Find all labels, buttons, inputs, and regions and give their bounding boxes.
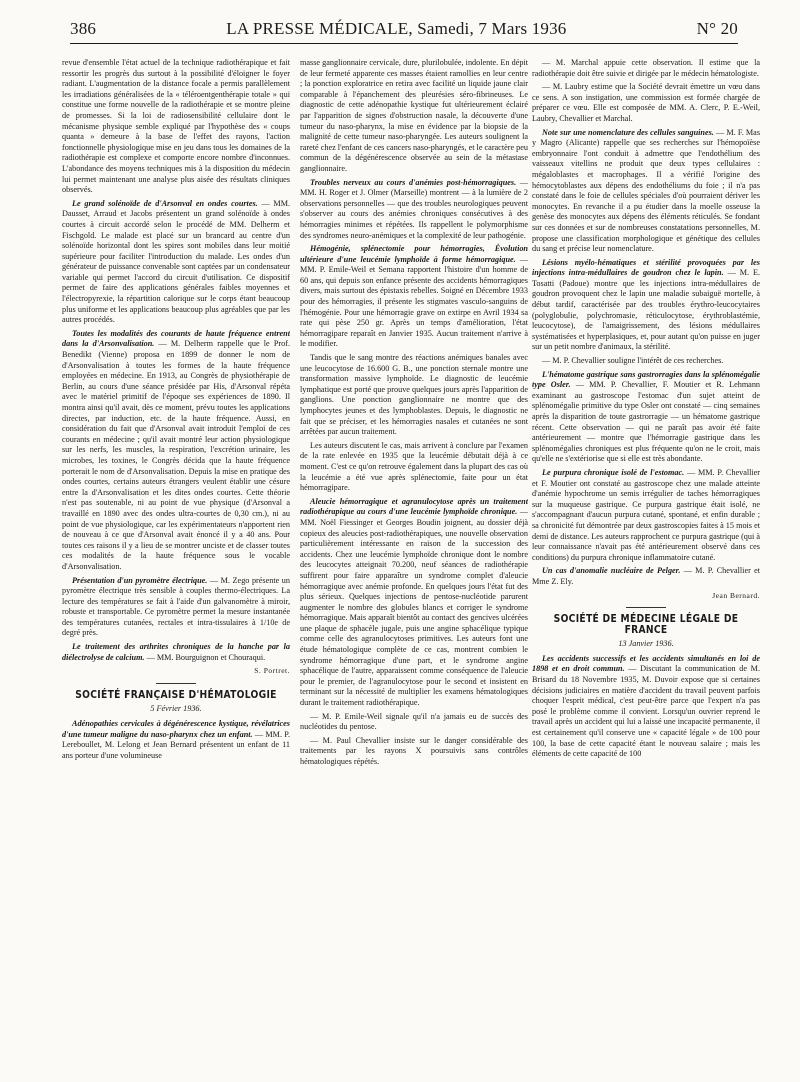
article-text: — MM. H. Roger et J. Olmer (Marseille) montrent — à la lumière de 2 observations personnelles — que des troubles neurologiques peuvent s'observer au cours des anémies chroniques consécutives à des hémorragies minimes et répétées. Ils rappellent le polymorphisme des syndromes neuro-anémiques et la complexité de leur pathogénie. <box>300 177 528 240</box>
article-text: — M. F. Mas y Magro (Alicante) rappelle que ses recherches sur l'hémopoïèse embryonnaire l'ont conduit à admettre que l'endothélium des vaisseaux vitellins ne produit que deux types cellulaires : mégaloblastes et macrophages. Il a vérifié l'origine des hémocytoblastes aux dépens des endothéliums du foie ; il n'a pas constaté dans le foie de cellules spéciales d'où pourraient dériver les monocytes. En revanche il a pu étudier dans la moelle osseuse la genèse des monocytes aux dépens des éléments réticulés. Se fondant sur ces données et sur de nombreuses constatations personnelles, M. propose une classification morphologique et génétique des cellules du sang et précise leur nomenclature. <box>532 127 760 254</box>
issue-number: N° 20 <box>696 19 738 38</box>
article-heading: Les accidents successifs et les accidents simultanés en loi de 1898 et en droit commun. <box>532 653 760 674</box>
article-heading: Aleucie hémorragique et agranulocytose après un traitement radiothérapique au cours d'une leucémie lymphoïde chronique. <box>300 496 528 517</box>
article-heading: Présentation d'un pyromètre électrique. <box>72 575 208 585</box>
paragraph <box>62 719 290 761</box>
paragraph: — M. Laubry estime que la Société devrait émettre un vœu dans ce sens. A son instigation, une commission est formée chargée de préparer ce vœu. Elle est composée de MM. A. Clerc, P. E.-Weil, Laubry, Chevallier et Marchal. <box>532 82 760 123</box>
article-heading: Toutes les modalités des courants de haute fréquence entrent dans la d'Arsonvalisation. <box>62 328 290 349</box>
session-date: 5 Février 1936. <box>150 704 202 714</box>
article-text: — M. Zego présente un pyromètre électrique très sensible à couples thermo-électriques. La lecture des températures se fait à l'aide d'un galvanomètre à miroir, robuste et transportable. Ce pyromètre permet la mesure instantanée des températures cutanées, rectales et intra-tissulaires à 1/10e de degré près. <box>62 575 290 638</box>
paragraph <box>62 199 290 326</box>
paragraph: Tandis que le sang montre des réactions anémiques banales avec une leucocytose de 16.600 G. B., une ponction sternale montre une transformation massive lymphoïde. Le diagnostic de leucémie lymphatique est porté que prouve quelques jours après l'apparition de ganglions. Une ponction ganglionnaire ne montre que des lymphocytes jeunes et des lymphoblastes. Depuis, le diagnostic ne fait que se préciser, et les hémorragies nasales et cutanées ne sont arrêtées par aucun traitement. <box>300 353 528 437</box>
section-divider <box>156 683 196 684</box>
society-title: SOCIÉTÉ DE MÉDECINE LÉGALE DE FRANCE <box>553 614 739 636</box>
paragraph: — M. Marchal appuie cette observation. Il estime que la radiothérapie doit être suivie et dirigée par le médecin hématologiste. <box>532 58 760 78</box>
page-header <box>70 19 738 44</box>
article-heading: Lésions myélo-hématiques et stérilité provoquées par les injections intra-médullaires de goudron chez le lapin. <box>532 257 760 278</box>
paragraph: — M. P. Chevallier souligne l'intérêt de ces recherches. <box>542 356 724 366</box>
article-heading: Note sur une nomenclature des cellules sanguines. <box>542 127 714 137</box>
article-heading: Adénopathies cervicales à dégénérescence kystique, révélatrices d'une tumeur maligne du naso-pharynx chez un enfant. <box>62 719 290 739</box>
article-text: — MM. P. Chevallier et F. Moutier ont constaté au gastroscope chez une malade atteinte d'anémie hypochrome un semis irrégulier de taches hémorragiques sur la muqueuse gastrique. Ce purpura gastrique était isolé, ne s'accompagnant d'aucun purpura cutané, spontané, et enfin durable ; sa chronicité fut démontrée par deux gastroscopies faites à 15 mois et demi de distance. Les auteurs rapprochent ce purpura gastrique (qui à leur connaissance n'avait pas été antérieurement observé dans ces conditions) du purpura chronique inflammatoire cutané. <box>532 467 760 562</box>
paragraph: — M. Paul Chevallier insiste sur le danger considérable des traitements par les rayons X poursuivis sans contrôles hématologiques répétés. <box>300 735 528 766</box>
paragraph: — M. P. Emile-Weil signale qu'il n'a jamais eu de succès des nucléotides du pentose. <box>300 711 528 732</box>
session-date: 13 Janvier 1936. <box>618 639 674 649</box>
article-text: — MM. P. Lereboullet, M. Lelong et Jean Bernard présentent un enfant de 11 ans porteur d'une volumineuse <box>62 729 290 760</box>
article-heading: Le purpura chronique isolé de l'estomac. <box>542 467 685 477</box>
paragraph <box>300 497 528 709</box>
society-title: SOCIÉTÉ FRANÇAISE D'HÉMATOLOGIE <box>75 689 277 701</box>
article-heading: L'hématome gastrique sans gastrorragies dans la splénomégalie type Osler. <box>532 369 760 390</box>
article-text: — M. Delherm rappelle que le Prof. Benedikt (Vienne) proposa en 1899 de donner le nom de d'Arsonvalisation à toutes les formes de la haute fréquence employées en médecine. En 1913, au Congrès de physiothérapie de Berlin, au cours d'une séance présidée par His, d'Arsonval répéta avec le matériel primitif de l'époque ses expériences de 1890. Il montra ainsi qu'il avait, dès ce moment, prévu toutes les applications directes, par induction, etc. de la haute fréquence. Aussi, en considération du fait que d'Arsonval avait introduit l'emploi de ces courants en médecine ; qu'il avait montré leur action physiologique sur les nerfs, les muscles, la respiration, l'excrétion urinaire, les microbes, les toxines, le Congrès décida que la haute fréquence porterait le nom de d'Arsonvalisation. Depuis la mise en pratique des ondes courtes, certains auteurs étrangers veulent établir une césure entre la d'Arsonvalisation et les dites ondes courtes. Cette théorie n'est pas soutenable, ni au point de vue physique (d'Arsonval a travaillé en 1890 avec des ondes ultra-courtes de 0,30 cm.), ni au point de vue physiologique, car les expérimentateurs n'apportent rien de nouveau à ce que d'Arsonval avait énoncé il y a 40 ans. Pour toutes ces raisons il y a lieu de se montrer unciste et de classer toutes ces modalités de la haute fréquence sous le vocable d'Arsonvalisation. <box>62 339 290 571</box>
column-3 <box>532 58 760 1068</box>
article-text: — MM. Bourguignon et Chouraqui. <box>146 652 266 662</box>
article-text: — MM. Dausset, Arraud et Jacobs présentent un grand solénoïde à ondes courtes à circuit accordé selon le procédé de MM. Delherm et Fischgold. Le malade est placé sur un brancard au centre d'un solénoïde horizontal dont les spires sont mobiles dans leur moitié supérieure pour faciliter l'introduction du malade. Les ondes d'un générateur de puissance convenable sont captées par un condensateur variable qui permet l'accord du circuit d'utilisation. Ce dispositif permet de faire des applications générales faibles moyennes et l'électropyrexie, la répartition calorique sur le corps étant beaucoup plus uniforme et les applications beaucoup plus agréables que par les autres procédés. <box>62 198 290 325</box>
article-heading: Le grand solénoïde de d'Arsonval en ondes courtes. <box>72 198 258 208</box>
paragraph <box>532 258 760 353</box>
paragraph: masse ganglionnaire cervicale, dure, plurilobulée, indolente. En dépit de leur fermeté apparente ces masses étaient ramollies en leur centre ; la ponction exploratrice en retira avec facilité un liquide jaune clair comparable à l'épanchement des pleurésies séro-fibrineuses. Le diagnostic de cette adénopathie kystique fut ultérieurement éclairé par l'apparition de signes d'obstruction nasale, la découverte d'une tumeur du naso-pharynx, la mise en évidence par la biopsie de la malignité de cette tumeur naso-pharyngée. Les auteurs soulignent la rareté chez l'enfant de ces cancers naso-pharyngés, et le caractère peu commun de la dégénérescence observée au sein de la métastase ganglionnaire. <box>300 58 528 173</box>
column-1 <box>62 58 290 1068</box>
paragraph: revue d'ensemble l'état actuel de la technique radiothérapique et fait ressortir les progrès dus surtout à la possibilité d'éloigner le foyer radiant. L'augmentation de la distance focale a permis parallèlement les irradiations généralisées de la « téléroentgenthérapie totale » qui constitue une forme nouvelle de la radiothérapie et se montre pleine de promesses. Si la loi de radiosensibilité cellulaire dont le mécanisme physique semble expliqué par l'hypothèse des « coups quanta » demeure à la base de l'effet des rayons, l'action fonctionnelle physiologique mise en jeu dans tous les domaines de la radiothérapie est complexe et comporte encore nombre d'inconnues. L'abondance des moyens techniques mis à la disposition du médecin lui permet maintenant une analyse plus aisée des résultats cliniques observés. <box>62 58 290 195</box>
page-number: 386 <box>70 19 97 38</box>
paragraph <box>62 642 290 663</box>
paragraph <box>532 654 760 760</box>
paragraph <box>532 370 760 465</box>
author-signature: S. Portret. <box>254 666 290 676</box>
paragraph <box>532 566 760 587</box>
article-text: — M. P. Chevallier et Mme Z. Ely. <box>532 566 760 586</box>
paragraph: Les auteurs discutent le cas, mais arrivent à conclure par l'examen de la rate enlevée en 1935 que la leucémie débutait déjà à ce moment. C'est ce qu'on retrouve également dans la plupart des cas où la leucémie a été vue après splénectomie, faite pour un état hémorragipare. <box>300 440 528 493</box>
journal-title: LA PRESSE MÉDICALE, Samedi, 7 Mars 1936 <box>226 19 567 38</box>
article-heading: Un cas d'anomalie nucléaire de Pelger. <box>542 566 681 576</box>
article-text: — MM. Noël Fiessinger et Georges Boudin joignent, au dossier déjà copieux des aleucies post-radiothérapiques, une nouvelle observation particulièrement intéressante en raison de la succession des accidents. Chez une leucémie lymphoïde chronique dont le nombre des leucocytes atteignait 70.200, neuf séances de radiothérapie suffirent pour faire apparaître un syndrome complet d'aleucie hémorragique avec anémie profonde. En quelques jours l'état fut des plus sérieux. Quelques injections de pentose-nucléotide parurent augmenter le nombre des globules blancs et corriger le syndrome hémorragique. Mais apparaît bientôt au contact des gencives ulcérées une plaque de sphacèle jugale, puis une angine sphacélique typique comme celle des agranulocytoses primitives. Les auteurs font une étude hématologique complète de ce cas, montrent combien le syndrome hémorragique d'une part, et le syndrome angine sphacélique de l'autre, apparaissent comme conséquence de l'aleucie pour le premier, de l'agranulocytose pour le second et insistent en terminant sur la nécessité de multiplier les examens hématologiques durant le traitement radiothérapique. <box>300 507 528 708</box>
article-text: — MM. P. Emile-Weil et Semana rapportent l'histoire d'un homme de 60 ans, qui depuis son enfance présente des accidents hémorragiques divers, mais surtout des épistaxis rebelles. Soigné en Décembre 1933 pour des hémorragies, il présente les stigmates vasculo-sanguins de l'hémogénie. Pour une hémorragie grave on extirpe en Avril 1934 sa rate qui pèse 250 gr. Après un temps d'amélioration, l'état hémorragipare reparaît en Janvier 1935. Aucun traitement n'arrive à le modifier. <box>300 254 528 349</box>
article-heading: Troubles nerveux au cours d'anémies post-hémorragiques. <box>310 177 517 187</box>
paragraph <box>62 329 290 573</box>
article-text: — MM. P. Chevallier, F. Moutier et R. Lehmann examinant au gastroscope l'estomac d'un sujet atteint de splénomégalie primitive du type Osler ont constaté — cinq semaines après la disparition de toute gastrorragie — un hématome gastrique récent. Cette observation — qui ne paraît pas avoir été faite antérieurement — montre que l'hémorragie gastrique dans les splénomégalies chroniques est plus fréquente qu'on ne le croit, mais qu'elle ne s'extériorise que si elle est très abondante. <box>532 380 760 464</box>
paragraph <box>532 128 760 255</box>
section-divider <box>626 607 666 608</box>
paragraph <box>300 178 528 242</box>
article-heading: Hémogénie, splénectomie pour hémorragies, Évolution ultérieure d'une leucémie lymphoïde à forme hémorragique. <box>300 244 528 264</box>
column-2 <box>300 58 528 1068</box>
article-heading: Le traitement des arthrites chroniques de la hanche par la diélectrolyse de calcium. <box>62 642 290 662</box>
author-signature: Jean Bernard. <box>712 590 760 600</box>
paragraph <box>62 576 290 640</box>
article-text: — Discutant la communication de M. Brisard du 18 Novembre 1935, M. Duvoir expose que si certaines décisions judiciaires en matière d'accident du travail peuvent parfois choquer l'esprit médical, c'est peut-être parce que l'expert n'a pas posé le problème comme il convient. Lorsqu'un ouvrier reprend le travail après un accident qui lui a laissé une incapacité permanente, il est certainement qu'il conserve une « capacité légale » de 100 pour 100, la base de cette capacité étant le nouveau salaire ; mais les éléments de cette capacité de 100 <box>532 664 760 759</box>
article-text: — M. E. Tosatti (Padoue) montre que les injections intra-médullaires de goudron provoquent chez le lapin une maladie subaiguë mortelle, à début tardif, caractérisée par des troubles érythro-leucocytaires (polyglobulie, polychromasie, réticulocytose, érythroblastémie, leucocytose), de l'amaigrissement, des lésions médullaires systématisées et hyperplasiques, et, pour autant qu'on puisse en juger sur un petit nombre d'animaux, la stérilité. <box>532 268 760 352</box>
paragraph <box>300 244 528 350</box>
paragraph <box>532 468 760 563</box>
